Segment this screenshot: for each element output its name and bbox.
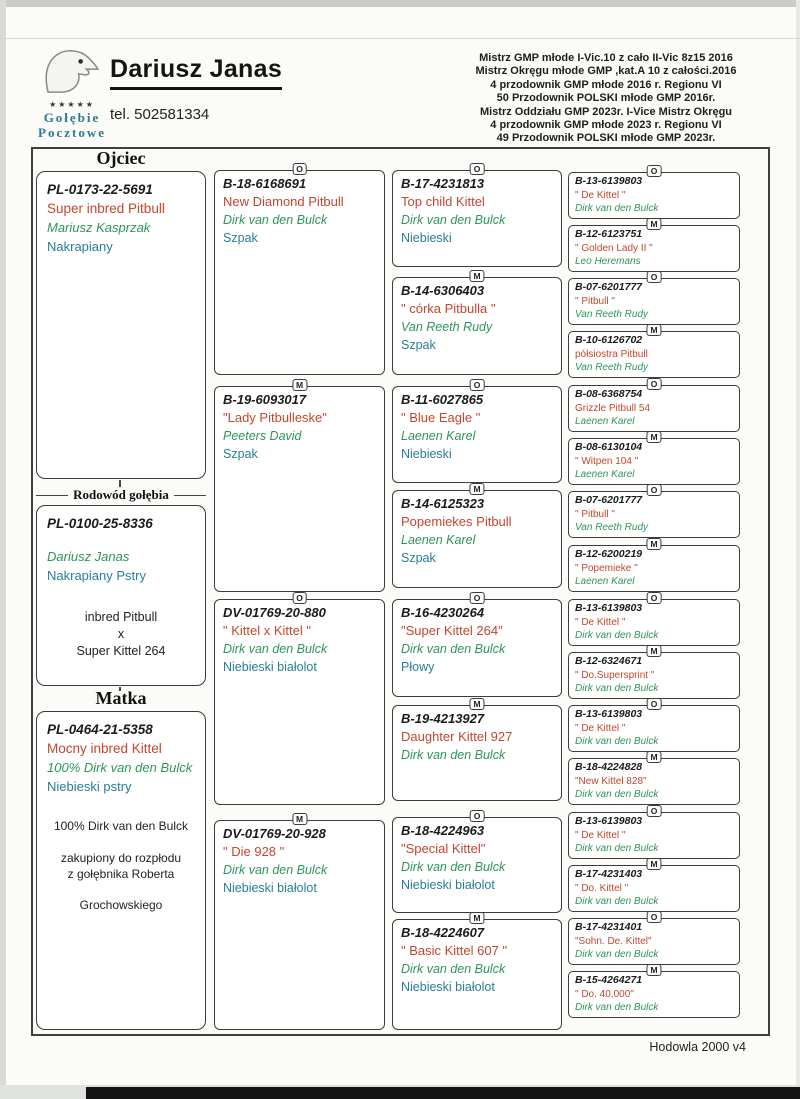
pedigree-box-gen3-7: [392, 811, 562, 913]
breeder-name: Leo Heremans: [575, 256, 641, 267]
pedigree-box-gen4-1: [568, 166, 740, 219]
pigeon-name: " Basic Kittel 607 ": [401, 943, 508, 958]
sex-marker: M: [646, 431, 661, 443]
color-description: Szpak: [401, 551, 436, 565]
logo-text-line1: Gołębie: [43, 110, 101, 125]
breeder-name: Dirk van den Bulck: [575, 683, 659, 694]
scan-edge-left: [0, 0, 6, 1099]
club-logo: [34, 48, 110, 140]
achievements-list: [458, 52, 754, 146]
achievement-line: Mistrz GMP młode I-Vic.10 z cało II-Vic 8z15 2016: [479, 52, 733, 64]
pigeon-name: " De Kittel ": [575, 722, 626, 734]
pedigree-box-gen3-2: [392, 271, 562, 375]
pedigree-box-gen3-6: [392, 699, 562, 801]
ring-number: PL-0464-21-5358: [47, 722, 153, 737]
sex-marker: O: [647, 805, 662, 817]
pedigree-box-gen4-15: [568, 912, 740, 965]
ring-number: B-18-4224607: [401, 925, 485, 940]
sex-marker: M: [646, 538, 661, 550]
sex-marker: O: [647, 165, 662, 177]
achievement-line: 4 przodownik GMP młode 2016 r. Regionu VI: [490, 78, 722, 91]
pigeon-name: " De Kittel ": [575, 616, 626, 628]
sex-marker: M: [646, 858, 661, 870]
pigeon-name: " Pitbull ": [575, 508, 615, 520]
sex-marker: M: [646, 218, 661, 230]
sex-marker: O: [647, 378, 662, 390]
ring-number: B-16-4230264: [401, 605, 485, 620]
breeder-name: Mariusz Kasprzak: [47, 220, 151, 235]
color-description: Niebieski białolot: [401, 980, 495, 994]
eagle-logo-icon: [41, 48, 103, 94]
achievement-line: 49 Przodownik POLSKI młode GMP 2023r.: [496, 132, 716, 145]
scan-black-bar: [86, 1087, 800, 1099]
breeder-name: Laenen Karel: [575, 416, 635, 427]
ring-number: B-11-6027865: [401, 392, 484, 407]
pedigree-box-gen4-3: [568, 272, 740, 325]
pigeon-name: New Diamond Pitbull: [223, 194, 344, 209]
note-line: zakupiony do rozpłodu: [60, 851, 182, 865]
pedigree-box-gen3-8: [392, 913, 562, 1030]
pigeon-name: " Do. 40,000": [575, 988, 634, 1000]
pigeon-name: " córka Pitbulla ": [401, 301, 496, 316]
breeder-name: Dirk van den Bulck: [575, 203, 659, 214]
pedigree-box-gen4-13: [568, 806, 740, 859]
color-description: Płowy: [401, 660, 435, 674]
ring-number: B-12-6324671: [575, 655, 643, 667]
ring-number: B-07-6201777: [575, 281, 643, 293]
ring-number: B-13-6139803: [575, 175, 643, 187]
sex-marker: O: [470, 810, 485, 822]
pedigree-box-gen4-14: [568, 859, 740, 912]
pedigree-box-gen4-12: [568, 752, 740, 805]
ring-number: B-14-6306403: [401, 283, 485, 298]
father-box: [36, 171, 206, 479]
pedigree-box-gen4-6: [568, 432, 740, 485]
note-line: Grochowskiego: [79, 898, 163, 912]
pigeon-name: Grizzle Pitbull 54: [575, 402, 651, 414]
pedigree-box-gen2-4: [214, 814, 385, 1030]
mother-box: [36, 711, 206, 1030]
logo-text-line2: Pocztowe: [38, 125, 106, 140]
pedigree-box-gen3-5: [392, 593, 562, 697]
mother-notes: [47, 818, 195, 913]
breeder-name: Dirk van den Bulck: [575, 949, 659, 960]
ring-number: B-13-6139803: [575, 708, 643, 720]
pedigree-box-gen3-1: [392, 164, 562, 267]
color-description: Nakrapiany Pstry: [47, 568, 146, 583]
breeder-name: Dirk van den Bulck: [575, 843, 659, 854]
breeder-name: Dariusz Janas: [47, 549, 130, 564]
father-section-label: Ojciec: [96, 148, 146, 168]
note-line: 100% Dirk van den Bulck: [53, 819, 189, 833]
ring-number: DV-01769-20-928: [223, 826, 326, 841]
pigeon-name: "Special Kittel": [401, 841, 486, 856]
ring-number: B-10-6126702: [575, 334, 643, 346]
breeder-name: 100% Dirk van den Bulck: [47, 760, 193, 775]
breeder-name: Dirk van den Bulck: [575, 1002, 659, 1013]
ring-number: B-18-6168691: [223, 176, 307, 191]
pedigree-box-gen4-4: [568, 325, 740, 378]
pedigree-box-gen4-11: [568, 699, 740, 752]
pedigree-box-gen2-3: [214, 593, 385, 805]
ring-number: B-12-6123751: [575, 228, 643, 240]
achievement-line: 50 Przodownik POLSKI młode GMP 2016r.: [496, 92, 716, 105]
breeder-name: Dirk van den Bulck: [223, 642, 328, 656]
pedigree-box-gen4-2: [568, 219, 740, 272]
pigeon-name: "Sohn. De. Kittel": [575, 935, 652, 947]
sex-marker: O: [647, 484, 662, 496]
ring-number: B-15-4264271: [575, 974, 643, 986]
pigeon-name: " De Kittel ": [575, 189, 626, 201]
breeder-name: Dirk van den Bulck: [401, 748, 506, 762]
pigeon-name: " Pitbull ": [575, 295, 615, 307]
pedigree-section-label: [36, 487, 206, 503]
ring-number: DV-01769-20-880: [223, 605, 326, 620]
breeder-name: Laenen Karel: [575, 576, 635, 587]
ring-number: B-19-6093017: [223, 392, 307, 407]
pedigree-box-gen3-3: [392, 380, 562, 483]
breeder-name: Dirk van den Bulck: [575, 896, 659, 907]
pigeon-name: " Do. Kittel ": [575, 882, 629, 894]
color-description: Niebieski białolot: [401, 878, 495, 892]
pigeon-name: " De Kittel ": [575, 829, 626, 841]
pigeon-name: " Blue Eagle ": [401, 410, 481, 425]
pigeon-name: " Do.Supersprint ": [575, 669, 655, 681]
color-description: Niebieski białolot: [223, 660, 317, 674]
pigeon-name: "Lady Pitbulleske": [223, 410, 327, 425]
sex-marker: M: [469, 698, 484, 710]
ring-number: B-17-4231813: [401, 176, 485, 191]
ring-number: B-08-6130104: [575, 441, 643, 453]
breeder-name: Peeters David: [223, 429, 302, 443]
ring-number: PL-0100-25-8336: [47, 516, 153, 531]
scan-edge-right: [796, 0, 800, 1099]
color-description: Szpak: [223, 231, 258, 245]
pedigree-box-gen4-8: [568, 539, 740, 592]
pigeon-name: Daughter Kittel 927: [401, 729, 513, 744]
sex-marker: O: [470, 592, 485, 604]
ring-number: PL-0173-22-5691: [47, 182, 153, 197]
ring-number: B-18-4224963: [401, 823, 485, 838]
sex-marker: M: [646, 324, 661, 336]
breeder-name: Dirk van den Bulck: [223, 863, 328, 877]
achievement-line: Mistrz Okręgu młode GMP ,kat.A 10 z całości.2016: [475, 65, 737, 78]
pigeon-name: Super inbred Pitbull: [47, 201, 165, 216]
ring-number: B-17-4231403: [575, 868, 643, 880]
sex-marker: O: [647, 271, 662, 283]
breeder-name: Dirk van den Bulck: [575, 789, 659, 800]
pigeon-name: Popemiekes Pitbull: [401, 514, 512, 529]
color-description: Niebieski: [401, 447, 452, 461]
color-description: Niebieski pstry: [47, 779, 132, 794]
scan-edge-top: [0, 0, 800, 7]
breeder-name: Dirk van den Bulck: [401, 213, 506, 227]
subject-box: [36, 505, 206, 686]
pigeon-name: " Popemieke ": [575, 562, 638, 574]
sex-marker: M: [646, 645, 661, 657]
sex-marker: O: [647, 698, 662, 710]
sex-marker: O: [647, 911, 662, 923]
ring-number: B-18-4224828: [575, 761, 643, 773]
pedigree-box-gen3-4: [392, 484, 562, 588]
breeder-name: Dirk van den Bulck: [575, 736, 659, 747]
breeder-name: Dirk van den Bulck: [401, 860, 506, 874]
scan-artifact-line: [0, 38, 800, 39]
breeder-name: Van Reeth Rudy: [401, 320, 493, 334]
pedigree-box-gen4-5: [568, 379, 740, 432]
breeder-name-title: Dariusz Janas: [110, 55, 282, 90]
ring-number: B-12-6200219: [575, 548, 643, 560]
ring-number: B-13-6139803: [575, 602, 643, 614]
breeder-name: Van Reeth Rudy: [575, 522, 649, 533]
breeder-name: Van Reeth Rudy: [575, 362, 649, 373]
mother-section-label: Matka: [95, 688, 147, 708]
pigeon-name: " Kittel x Kittel ": [223, 623, 311, 638]
sex-marker: M: [646, 751, 661, 763]
note-line: z gołębnika Roberta: [67, 867, 175, 881]
cross-line: inbred Pitbull: [84, 610, 158, 624]
sex-marker: O: [470, 379, 485, 391]
color-description: Szpak: [401, 338, 436, 352]
pigeon-name: "Super Kittel 264": [401, 623, 503, 638]
breeder-name: Dirk van den Bulck: [401, 962, 506, 976]
pedigree-label-text: Rodowód gołębia: [73, 487, 169, 502]
breeder-name: Laenen Karel: [575, 469, 635, 480]
pigeon-name: " Golden Lady II ": [575, 242, 653, 254]
ring-number: B-19-4213927: [401, 711, 485, 726]
ring-number: B-17-4231401: [575, 921, 643, 933]
sex-marker: M: [469, 270, 484, 282]
ring-number: B-08-6368754: [575, 388, 643, 400]
breeder-name: Laenen Karel: [401, 533, 476, 547]
cross-line: Super Kittel 264: [76, 644, 166, 658]
breeder-name: Laenen Karel: [401, 429, 476, 443]
pigeon-name: " Witpen 104 ": [575, 455, 639, 467]
phone-number: tel. 502581334: [110, 106, 210, 123]
logo-stars: ★★★★★: [49, 100, 95, 109]
pedigree-box-gen2-1: [214, 164, 385, 375]
pigeon-name: "New Kittel 828": [575, 775, 647, 787]
cross-symbol: x: [117, 627, 125, 641]
breeder-name: Van Reeth Rudy: [575, 309, 649, 320]
pedigree-box-gen4-9: [568, 593, 740, 646]
color-description: Szpak: [223, 447, 258, 461]
achievement-line: Mistrz Oddziału GMP 2023r. I-Vice Mistrz Okręgu: [479, 105, 733, 118]
color-description: Niebieski: [401, 231, 452, 245]
sex-marker: O: [647, 592, 662, 604]
cross-description: [47, 609, 195, 660]
ring-number: B-13-6139803: [575, 815, 643, 827]
pigeon-name: półsiostra Pitbull: [575, 348, 648, 360]
breeder-name: Dirk van den Bulck: [401, 642, 506, 656]
sex-marker: M: [469, 912, 484, 924]
achievement-line: 4 przodownik GMP młode 2023 r. Regionu VI: [490, 119, 722, 132]
breeder-name: Dirk van den Bulck: [575, 630, 659, 641]
pedigree-box-gen4-16: [568, 965, 740, 1018]
sex-marker: O: [292, 163, 307, 175]
ring-number: B-14-6125323: [401, 496, 485, 511]
pigeon-name: Top child Kittel: [401, 194, 485, 209]
breeder-name: Dirk van den Bulck: [223, 213, 328, 227]
sex-marker: M: [469, 483, 484, 495]
sex-marker: O: [292, 592, 307, 604]
sex-marker: M: [292, 379, 307, 391]
sex-marker: M: [292, 813, 307, 825]
color-description: Nakrapiany: [47, 239, 113, 254]
software-credit: Hodowla 2000 v4: [649, 1040, 746, 1054]
pedigree-box-gen4-10: [568, 646, 740, 699]
sex-marker: M: [646, 964, 661, 976]
color-description: Niebieski białolot: [223, 881, 317, 895]
pedigree-box-gen2-2: [214, 380, 385, 592]
pigeon-name: " Die 928 ": [223, 844, 285, 859]
pedigree-box-gen4-7: [568, 485, 740, 538]
connector-line: [119, 480, 121, 487]
pigeon-name: Mocny inbred Kittel: [47, 741, 162, 756]
sex-marker: O: [470, 163, 485, 175]
ring-number: B-07-6201777: [575, 494, 643, 506]
